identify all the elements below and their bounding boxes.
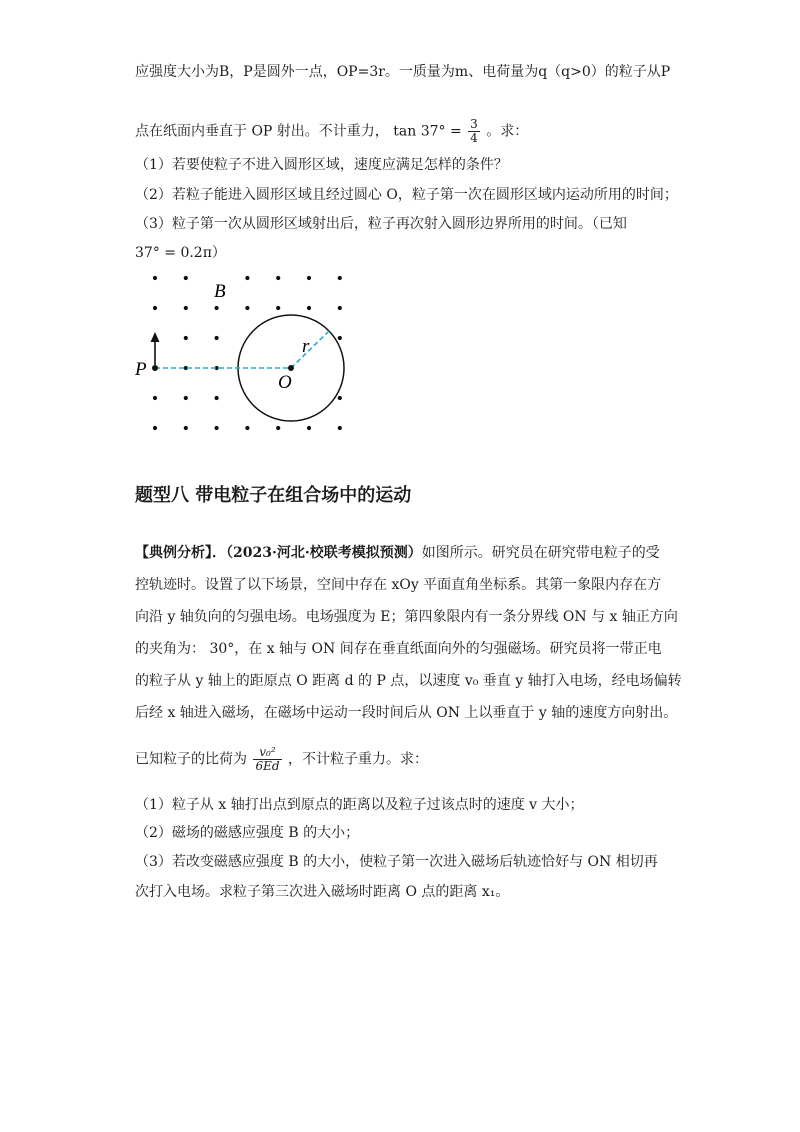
- dashed-radius: [291, 331, 329, 368]
- problem1-q3: （3）粒子第一次从圆形区域射出后，粒子再次射入圆形边界所用的时间。（已知: [135, 216, 627, 232]
- problem1-line2-post: 。求：: [486, 123, 529, 140]
- field-dot: [245, 276, 249, 280]
- tan-fraction: [468, 118, 480, 145]
- label-r: r: [302, 336, 310, 357]
- field-dot: [215, 396, 219, 400]
- problem2-l4: 的夹角为： 30°，在 x 轴与 ON 间存在垂直纸面向外的匀强磁场。研究员将一带正电: [135, 641, 662, 657]
- field-dot: [307, 276, 311, 280]
- problem2-q1: （1）粒子从 x 轴打出点到原点的距离以及粒子过该点时的速度 v 大小；: [135, 797, 584, 813]
- field-dot: [153, 426, 157, 430]
- label-O: O: [278, 372, 292, 393]
- field-dots: [153, 276, 360, 448]
- velocity-arrowhead: [151, 332, 160, 342]
- problem1-line2-pre: 点在纸面内垂直于 OP 射出。不计重力，: [135, 123, 389, 140]
- problem1-q2: （2）若粒子能进入圆形区域且经过圆心 O，粒子第一次在圆形区域内运动所用的时间；: [135, 187, 678, 203]
- label-B: B: [214, 281, 226, 302]
- magnetic-field-figure: [130, 268, 360, 448]
- field-dot: [338, 276, 342, 280]
- field-dot: [276, 276, 280, 280]
- field-dot: [184, 426, 188, 430]
- field-dot: [153, 306, 157, 310]
- problem2-l5: 的粒子从 y 轴上的距原点 O 距离 d 的 P 点，以速度 v₀ 垂直 y 轴打入电场，经电场偏转: [135, 673, 682, 689]
- field-dot: [153, 276, 157, 280]
- tan-label: tan 37° =: [393, 123, 462, 140]
- tan-numerator: 3: [470, 117, 478, 131]
- field-dot: [338, 306, 342, 310]
- point-P: [152, 365, 158, 371]
- ratio-fraction: [253, 746, 281, 773]
- field-dot: [215, 306, 219, 310]
- problem1-q1: （1）若要使粒子不进入圆形区域，速度应满足怎样的条件？: [135, 157, 508, 173]
- problem2-l6: 后经 x 轴进入磁场，在磁场中运动一段时间后从 ON 上以垂直于 y 轴的速度方向射出。: [135, 705, 678, 721]
- field-dot: [338, 336, 342, 340]
- problem1-q3b: 37° = 0.2π）: [135, 245, 226, 261]
- field-dot: [276, 306, 280, 310]
- field-dot: [184, 396, 188, 400]
- point-O: [288, 365, 294, 371]
- problem2-q2: （2）磁场的磁感应强度 B 的大小；: [135, 825, 360, 841]
- ratio-numerator: v₀²: [253, 746, 281, 760]
- problem2-ratio-line: [135, 746, 428, 773]
- section-title: 题型八 带电粒子在组合场中的运动: [135, 485, 412, 506]
- problem2-tag: 【典例分析】．（2023·河北·校联考模拟预测）: [135, 545, 422, 561]
- problem1-line1: 应强度大小为B，P是圆外一点，OP=3r。一质量为m、电荷量为q（q>0）的粒子从P: [135, 64, 671, 80]
- problem2-q3b: 次打入电场。求粒子第三次进入磁场时距离 O 点的距离 x₁。: [135, 884, 510, 900]
- field-dot: [276, 426, 280, 430]
- field-dot: [153, 396, 157, 400]
- field-dot: [338, 396, 342, 400]
- field-dot: [215, 426, 219, 430]
- field-dot: [184, 276, 188, 280]
- problem2-l3: 向沿 y 轴负向的匀强电场。电场强度为 E；第四象限内有一条分界线 ON 与 x 轴正方向: [135, 609, 678, 625]
- tan-denominator: 4: [470, 131, 478, 145]
- field-dot: [307, 306, 311, 310]
- field-dot: [338, 426, 342, 430]
- field-dot: [184, 336, 188, 340]
- field-dot: [184, 306, 188, 310]
- problem2-q3: （3）若改变磁感应强度 B 的大小，使粒子第一次进入磁场后轨迹恰好与 ON 相切再: [135, 854, 658, 870]
- problem1-line2: [135, 118, 528, 145]
- label-P: P: [135, 359, 147, 380]
- problem2-line1: [135, 543, 660, 563]
- ratio-post: ，不计粒子重力。求：: [287, 751, 428, 768]
- problem2-l2: 控轨迹时。设置了以下场景，空间中存在 xOy 平面直角坐标系。其第一象限内存在方: [135, 577, 662, 593]
- ratio-denominator: 6Ed: [255, 759, 280, 773]
- field-dot: [245, 306, 249, 310]
- ratio-pre: 已知粒子的比荷为: [135, 751, 247, 768]
- field-dot: [245, 426, 249, 430]
- field-dot: [215, 336, 219, 340]
- field-dot: [307, 426, 311, 430]
- problem2-l1: 如图所示。研究员在研究带电粒子的受: [421, 545, 660, 561]
